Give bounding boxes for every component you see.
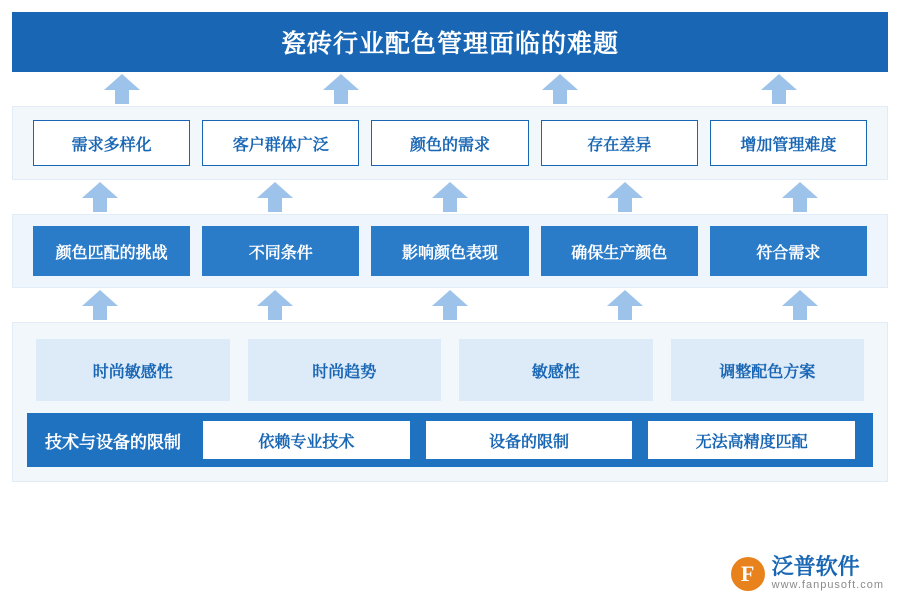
arrow-up-icon bbox=[82, 182, 118, 212]
level2-item[interactable]: 不同条件 bbox=[202, 226, 359, 276]
arrow-cell bbox=[12, 74, 231, 104]
level2-item[interactable]: 颜色匹配的挑战 bbox=[33, 226, 190, 276]
arrow-cell bbox=[362, 290, 537, 320]
arrow-up-icon bbox=[607, 182, 643, 212]
level3-item[interactable]: 时尚趋势 bbox=[248, 339, 442, 401]
arrow-row-middle-2 bbox=[12, 288, 888, 322]
arrow-cell bbox=[231, 74, 450, 104]
arrow-row-middle-1 bbox=[12, 180, 888, 214]
arrow-up-icon bbox=[323, 74, 359, 104]
arrow-cell bbox=[538, 290, 713, 320]
level1-item[interactable]: 增加管理难度 bbox=[710, 120, 867, 166]
arrow-up-icon bbox=[82, 290, 118, 320]
level1-item[interactable]: 客户群体广泛 bbox=[202, 120, 359, 166]
level3-bottom-row bbox=[27, 413, 873, 467]
level1-band bbox=[12, 106, 888, 180]
arrow-cell bbox=[538, 182, 713, 212]
arrow-cell bbox=[12, 290, 187, 320]
page-title-text: 瓷砖行业配色管理面临的难题 bbox=[280, 30, 619, 58]
level3-strip-label: 技术与设备的限制 bbox=[45, 432, 181, 452]
level3-sub-item[interactable]: 依赖专业技术 bbox=[203, 421, 410, 459]
level3-band bbox=[12, 322, 888, 482]
arrow-up-icon bbox=[432, 290, 468, 320]
level1-item[interactable]: 需求多样化 bbox=[33, 120, 190, 166]
arrow-up-icon bbox=[761, 74, 797, 104]
arrow-cell bbox=[187, 290, 362, 320]
arrow-up-icon bbox=[607, 290, 643, 320]
level3-item[interactable]: 敏感性 bbox=[459, 339, 653, 401]
arrow-up-icon bbox=[257, 290, 293, 320]
logo-url: www.fanpusoft.com bbox=[771, 578, 884, 591]
arrow-up-icon bbox=[432, 182, 468, 212]
arrow-cell bbox=[187, 182, 362, 212]
arrow-cell bbox=[450, 74, 669, 104]
level3-strip-boxes bbox=[195, 421, 863, 459]
level2-item[interactable]: 影响颜色表现 bbox=[371, 226, 528, 276]
arrow-cell bbox=[362, 182, 537, 212]
logo-mark-icon: F bbox=[731, 557, 765, 591]
watermark: 泛普软件 bbox=[352, 290, 409, 304]
level3-top-row bbox=[27, 339, 873, 401]
level1-item[interactable]: 颜色的需求 bbox=[371, 120, 528, 166]
level2-item[interactable]: 确保生产颜色 bbox=[541, 226, 698, 276]
arrow-up-icon bbox=[542, 74, 578, 104]
level3-item[interactable]: 时尚敏感性 bbox=[36, 339, 230, 401]
arrow-up-icon bbox=[782, 182, 818, 212]
page-title bbox=[12, 12, 888, 72]
arrow-cell bbox=[12, 182, 187, 212]
arrow-up-icon bbox=[257, 182, 293, 212]
level2-item[interactable]: 符合需求 bbox=[710, 226, 867, 276]
level3-sub-item[interactable]: 无法高精度匹配 bbox=[648, 421, 855, 459]
logo-name: 泛普软件 bbox=[771, 553, 860, 579]
level3-item[interactable]: 调整配色方案 bbox=[671, 339, 865, 401]
brand-logo bbox=[731, 553, 884, 592]
arrow-cell bbox=[669, 74, 888, 104]
arrow-row-top bbox=[12, 72, 888, 106]
level2-band bbox=[12, 214, 888, 288]
arrow-up-icon bbox=[104, 74, 140, 104]
level1-item[interactable]: 存在差异 bbox=[541, 120, 698, 166]
arrow-cell bbox=[713, 290, 888, 320]
arrow-up-icon bbox=[782, 290, 818, 320]
arrow-cell bbox=[713, 182, 888, 212]
level3-sub-item[interactable]: 设备的限制 bbox=[426, 421, 633, 459]
